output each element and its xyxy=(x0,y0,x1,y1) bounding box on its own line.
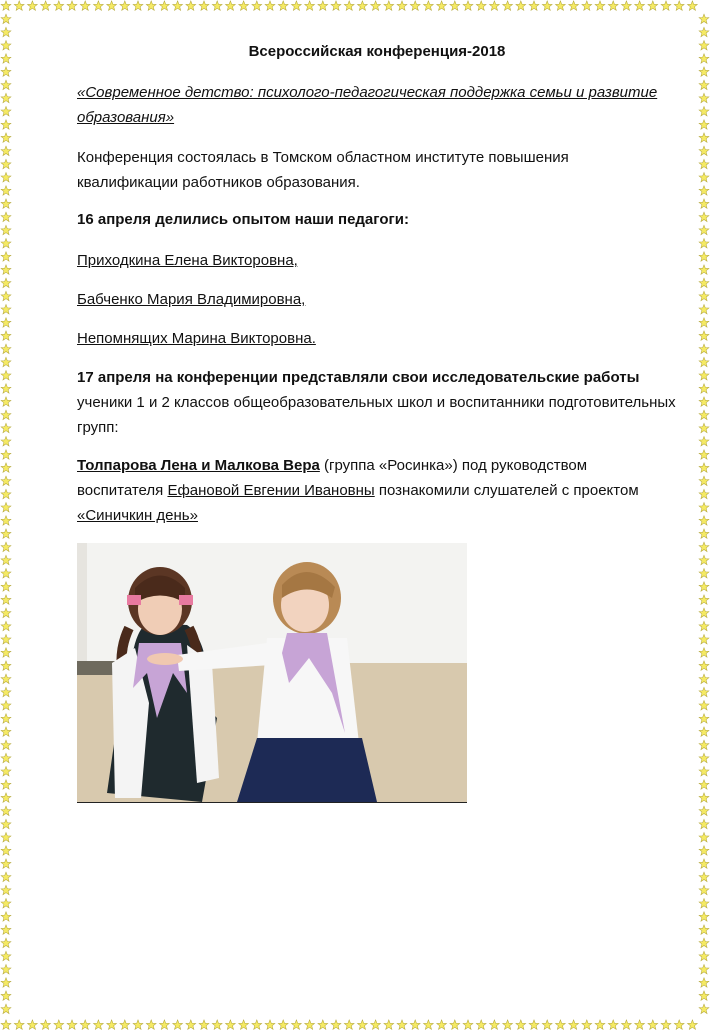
star-icon xyxy=(1,635,11,644)
star-icon xyxy=(699,146,709,155)
star-icon xyxy=(1,239,11,248)
star-icon xyxy=(1,1,11,10)
star-icon xyxy=(621,1020,631,1029)
teacher-name: Приходкина Елена Викторовна, xyxy=(77,252,298,269)
star-icon xyxy=(159,1020,169,1029)
star-icon xyxy=(699,14,709,23)
teacher-name: Непомнящих Марина Викторовна. xyxy=(77,330,316,347)
star-icon xyxy=(699,687,709,696)
star-icon xyxy=(699,1004,709,1013)
star-icon xyxy=(1,397,11,406)
star-icon xyxy=(252,1,262,10)
star-icon xyxy=(120,1,130,10)
star-icon xyxy=(1,516,11,525)
star-icon xyxy=(1,833,11,842)
star-icon xyxy=(1,476,11,485)
star-icon xyxy=(648,1020,658,1029)
project-intro-text: познакомили слушателей с проектом xyxy=(374,482,639,499)
april17-rest: ученики 1 и 2 классов общеобразовательных школ и воспитанники подготовительных групп: xyxy=(77,394,676,436)
star-icon xyxy=(699,331,709,340)
star-icon xyxy=(699,265,709,274)
star-icon xyxy=(699,938,709,947)
star-icon xyxy=(674,1,684,10)
star-icon xyxy=(1,714,11,723)
star-icon xyxy=(699,635,709,644)
star-icon xyxy=(687,1020,697,1029)
page-title: Всероссийская конференция-2018 xyxy=(248,43,506,60)
star-icon xyxy=(569,1020,579,1029)
star-icon xyxy=(331,1020,341,1029)
teacher-name: Бабченко Мария Владимировна, xyxy=(77,291,306,308)
star-icon xyxy=(699,186,709,195)
star-icon xyxy=(1,687,11,696)
star-icon xyxy=(1,331,11,340)
star-icon xyxy=(93,1020,103,1029)
star-icon xyxy=(699,727,709,736)
star-icon xyxy=(1,384,11,393)
star-icon xyxy=(1,41,11,50)
star-icon xyxy=(699,344,709,353)
star-icon xyxy=(410,1020,420,1029)
star-icon xyxy=(699,767,709,776)
star-icon xyxy=(1,93,11,102)
star-icon xyxy=(699,595,709,604)
star-icon xyxy=(67,1020,77,1029)
star-icon xyxy=(699,674,709,683)
star-icon xyxy=(648,1,658,10)
star-icon xyxy=(199,1020,209,1029)
star-icon xyxy=(699,529,709,538)
star-icon xyxy=(699,173,709,182)
star-icon xyxy=(173,1,183,10)
star-icon xyxy=(503,1020,513,1029)
star-icon xyxy=(699,371,709,380)
star-icon xyxy=(1,648,11,657)
star-icon xyxy=(503,1,513,10)
star-icon xyxy=(476,1,486,10)
star-icon xyxy=(699,450,709,459)
star-icon xyxy=(305,1,315,10)
star-icon xyxy=(41,1,51,10)
star-icon xyxy=(569,1,579,10)
star-icon xyxy=(1,1020,11,1029)
star-icon xyxy=(1,278,11,287)
star-icon xyxy=(699,569,709,578)
star-icon xyxy=(699,793,709,802)
star-icon xyxy=(41,1020,51,1029)
star-icon xyxy=(410,1,420,10)
star-icon xyxy=(699,555,709,564)
star-icon xyxy=(582,1,592,10)
star-icon xyxy=(1,925,11,934)
star-icon xyxy=(595,1020,605,1029)
star-icon xyxy=(318,1,328,10)
star-icon xyxy=(1,569,11,578)
star-icon xyxy=(186,1020,196,1029)
star-icon xyxy=(450,1,460,10)
star-icon xyxy=(699,199,709,208)
star-icon xyxy=(305,1020,315,1029)
star-icon xyxy=(699,661,709,670)
star-icon xyxy=(699,648,709,657)
star-icon xyxy=(93,1,103,10)
star-icon xyxy=(1,357,11,366)
star-icon xyxy=(344,1020,354,1029)
star-icon xyxy=(699,859,709,868)
group-text: (группа «Росинка») под руководством воспитателя xyxy=(77,457,588,499)
star-icon xyxy=(476,1020,486,1029)
star-icon xyxy=(371,1020,381,1029)
student-names: Толпарова Лена и Малкова Вера xyxy=(77,457,320,474)
star-icon xyxy=(357,1,367,10)
star-icon xyxy=(699,833,709,842)
star-icon xyxy=(1,410,11,419)
star-icon xyxy=(699,410,709,419)
star-icon xyxy=(699,54,709,63)
star-icon xyxy=(1,806,11,815)
star-icon xyxy=(699,780,709,789)
star-icon xyxy=(423,1020,433,1029)
star-icon xyxy=(1,793,11,802)
star-icon xyxy=(423,1,433,10)
star-icon xyxy=(1,212,11,221)
star-icon xyxy=(146,1,156,10)
star-icon xyxy=(27,1020,37,1029)
star-icon xyxy=(397,1020,407,1029)
star-icon xyxy=(212,1,222,10)
star-icon xyxy=(67,1,77,10)
mentor-name: Ефановой Евгении Ивановны xyxy=(167,482,375,499)
star-icon xyxy=(1,727,11,736)
star-icon xyxy=(384,1020,394,1029)
star-icon xyxy=(225,1020,235,1029)
star-icon xyxy=(278,1,288,10)
star-icon xyxy=(699,437,709,446)
star-icon xyxy=(529,1020,539,1029)
star-icon xyxy=(1,318,11,327)
star-icon xyxy=(1,899,11,908)
star-icon xyxy=(225,1,235,10)
star-icon xyxy=(555,1020,565,1029)
star-icon xyxy=(1,423,11,432)
star-icon xyxy=(1,54,11,63)
star-icon xyxy=(1,503,11,512)
star-icon xyxy=(1,978,11,987)
star-icon xyxy=(516,1020,526,1029)
star-icon xyxy=(542,1020,552,1029)
star-icon xyxy=(1,199,11,208)
star-icon xyxy=(699,846,709,855)
star-icon xyxy=(318,1020,328,1029)
star-icon xyxy=(1,529,11,538)
star-icon xyxy=(699,516,709,525)
star-icon xyxy=(265,1020,275,1029)
star-icon xyxy=(1,173,11,182)
star-icon xyxy=(107,1020,117,1029)
star-icon xyxy=(608,1,618,10)
star-icon xyxy=(699,278,709,287)
star-icon xyxy=(1,938,11,947)
star-icon xyxy=(699,965,709,974)
star-icon xyxy=(1,344,11,353)
star-icon xyxy=(699,621,709,630)
star-icon xyxy=(1,780,11,789)
star-icon xyxy=(1,186,11,195)
star-icon xyxy=(489,1020,499,1029)
star-icon xyxy=(437,1,447,10)
star-icon xyxy=(699,305,709,314)
star-icon xyxy=(199,1,209,10)
star-icon xyxy=(1,437,11,446)
star-icon xyxy=(1,120,11,129)
april17-paragraph xyxy=(77,365,677,440)
project-paragraph xyxy=(77,453,677,528)
star-icon xyxy=(371,1,381,10)
star-icon xyxy=(699,67,709,76)
star-icon xyxy=(699,384,709,393)
star-icon xyxy=(1,265,11,274)
star-icon xyxy=(699,291,709,300)
star-icon xyxy=(699,701,709,710)
star-icon xyxy=(1,595,11,604)
star-icon xyxy=(1,872,11,881)
star-icon xyxy=(252,1020,262,1029)
star-icon xyxy=(384,1,394,10)
star-icon xyxy=(54,1,64,10)
star-icon xyxy=(1,107,11,116)
star-icon xyxy=(635,1,645,10)
star-icon xyxy=(699,503,709,512)
star-icon xyxy=(687,1,697,10)
star-icon xyxy=(1,252,11,261)
star-icon xyxy=(450,1020,460,1029)
star-icon xyxy=(661,1,671,10)
star-icon xyxy=(489,1,499,10)
project-name: «Синичкин день» xyxy=(77,507,198,524)
star-icon xyxy=(699,252,709,261)
star-icon xyxy=(1,885,11,894)
star-icon xyxy=(1,67,11,76)
star-icon xyxy=(699,133,709,142)
star-icon xyxy=(1,846,11,855)
photo-underline xyxy=(77,802,467,803)
star-icon xyxy=(133,1020,143,1029)
star-icon xyxy=(542,1,552,10)
star-icon xyxy=(344,1,354,10)
star-icon xyxy=(397,1,407,10)
star-icon xyxy=(699,239,709,248)
intro-paragraph: Конференция состоялась в Томском областном институте повышения квалификации работников образования. xyxy=(77,149,569,191)
star-icon xyxy=(699,463,709,472)
star-icon xyxy=(1,27,11,36)
star-icon xyxy=(331,1,341,10)
star-icon xyxy=(463,1020,473,1029)
star-icon xyxy=(1,991,11,1000)
star-icon xyxy=(699,582,709,591)
star-icon xyxy=(1,951,11,960)
star-icon xyxy=(699,542,709,551)
star-icon xyxy=(80,1,90,10)
star-icon xyxy=(1,555,11,564)
star-icon xyxy=(699,489,709,498)
star-icon xyxy=(1,674,11,683)
star-icon xyxy=(1,859,11,868)
star-icon xyxy=(1,463,11,472)
star-icon xyxy=(699,80,709,89)
star-icon xyxy=(1,661,11,670)
star-icon xyxy=(1,965,11,974)
star-icon xyxy=(107,1,117,10)
star-icon xyxy=(212,1020,222,1029)
star-icon xyxy=(1,701,11,710)
star-icon xyxy=(674,1020,684,1029)
star-icon xyxy=(699,357,709,366)
star-icon xyxy=(1,225,11,234)
star-icon xyxy=(699,41,709,50)
star-icon xyxy=(357,1020,367,1029)
star-icon xyxy=(1,1004,11,1013)
april16-heading: 16 апреля делились опытом наши педагоги: xyxy=(77,211,409,228)
star-icon xyxy=(699,212,709,221)
star-icon xyxy=(80,1020,90,1029)
star-icon xyxy=(14,1,24,10)
star-icon xyxy=(1,621,11,630)
star-icon xyxy=(437,1020,447,1029)
star-icon xyxy=(1,146,11,155)
star-icon xyxy=(608,1020,618,1029)
star-icon xyxy=(14,1020,24,1029)
star-icon xyxy=(699,899,709,908)
star-icon xyxy=(699,806,709,815)
star-icon xyxy=(699,318,709,327)
star-icon xyxy=(291,1020,301,1029)
star-icon xyxy=(699,397,709,406)
star-icon xyxy=(1,753,11,762)
star-icon xyxy=(1,14,11,23)
star-icon xyxy=(699,991,709,1000)
star-icon xyxy=(699,872,709,881)
photo-two-girls xyxy=(77,543,467,802)
star-icon xyxy=(699,978,709,987)
star-icon xyxy=(239,1020,249,1029)
star-icon xyxy=(1,608,11,617)
star-icon xyxy=(1,371,11,380)
star-icon xyxy=(529,1,539,10)
star-icon xyxy=(1,740,11,749)
star-icon xyxy=(1,133,11,142)
star-icon xyxy=(27,1,37,10)
star-icon xyxy=(699,819,709,828)
star-icon xyxy=(699,423,709,432)
star-icon xyxy=(463,1,473,10)
star-icon xyxy=(699,714,709,723)
star-icon xyxy=(120,1020,130,1029)
star-icon xyxy=(699,93,709,102)
star-icon xyxy=(1,159,11,168)
star-icon xyxy=(635,1020,645,1029)
star-icon xyxy=(699,753,709,762)
star-icon xyxy=(1,912,11,921)
star-icon xyxy=(278,1020,288,1029)
star-icon xyxy=(621,1,631,10)
star-icon xyxy=(1,582,11,591)
conference-subtitle: «Современное детство: психолого-педагогическая поддержка семьи и развитие образования» xyxy=(77,84,658,126)
star-icon xyxy=(699,912,709,921)
star-icon xyxy=(555,1,565,10)
star-icon xyxy=(1,80,11,89)
star-icon xyxy=(699,120,709,129)
star-icon xyxy=(239,1,249,10)
star-icon xyxy=(173,1020,183,1029)
star-icon xyxy=(146,1020,156,1029)
april17-bold: 17 апреля на конференции представляли свои исследовательские работы xyxy=(77,369,640,386)
star-icon xyxy=(699,225,709,234)
star-icon xyxy=(186,1,196,10)
star-icon xyxy=(291,1,301,10)
star-icon xyxy=(699,27,709,36)
star-icon xyxy=(699,885,709,894)
star-icon xyxy=(699,159,709,168)
star-icon xyxy=(1,450,11,459)
star-icon xyxy=(699,925,709,934)
star-icon xyxy=(699,107,709,116)
star-icon xyxy=(516,1,526,10)
star-icon xyxy=(1,291,11,300)
star-icon xyxy=(582,1020,592,1029)
star-icon xyxy=(1,542,11,551)
star-icon xyxy=(595,1,605,10)
star-icon xyxy=(54,1020,64,1029)
star-icon xyxy=(1,767,11,776)
star-icon xyxy=(661,1020,671,1029)
star-icon xyxy=(1,819,11,828)
star-icon xyxy=(699,951,709,960)
star-icon xyxy=(1,305,11,314)
star-icon xyxy=(699,608,709,617)
star-icon xyxy=(159,1,169,10)
star-icon xyxy=(265,1,275,10)
star-icon xyxy=(1,489,11,498)
star-icon xyxy=(699,476,709,485)
star-icon xyxy=(133,1,143,10)
star-icon xyxy=(699,740,709,749)
